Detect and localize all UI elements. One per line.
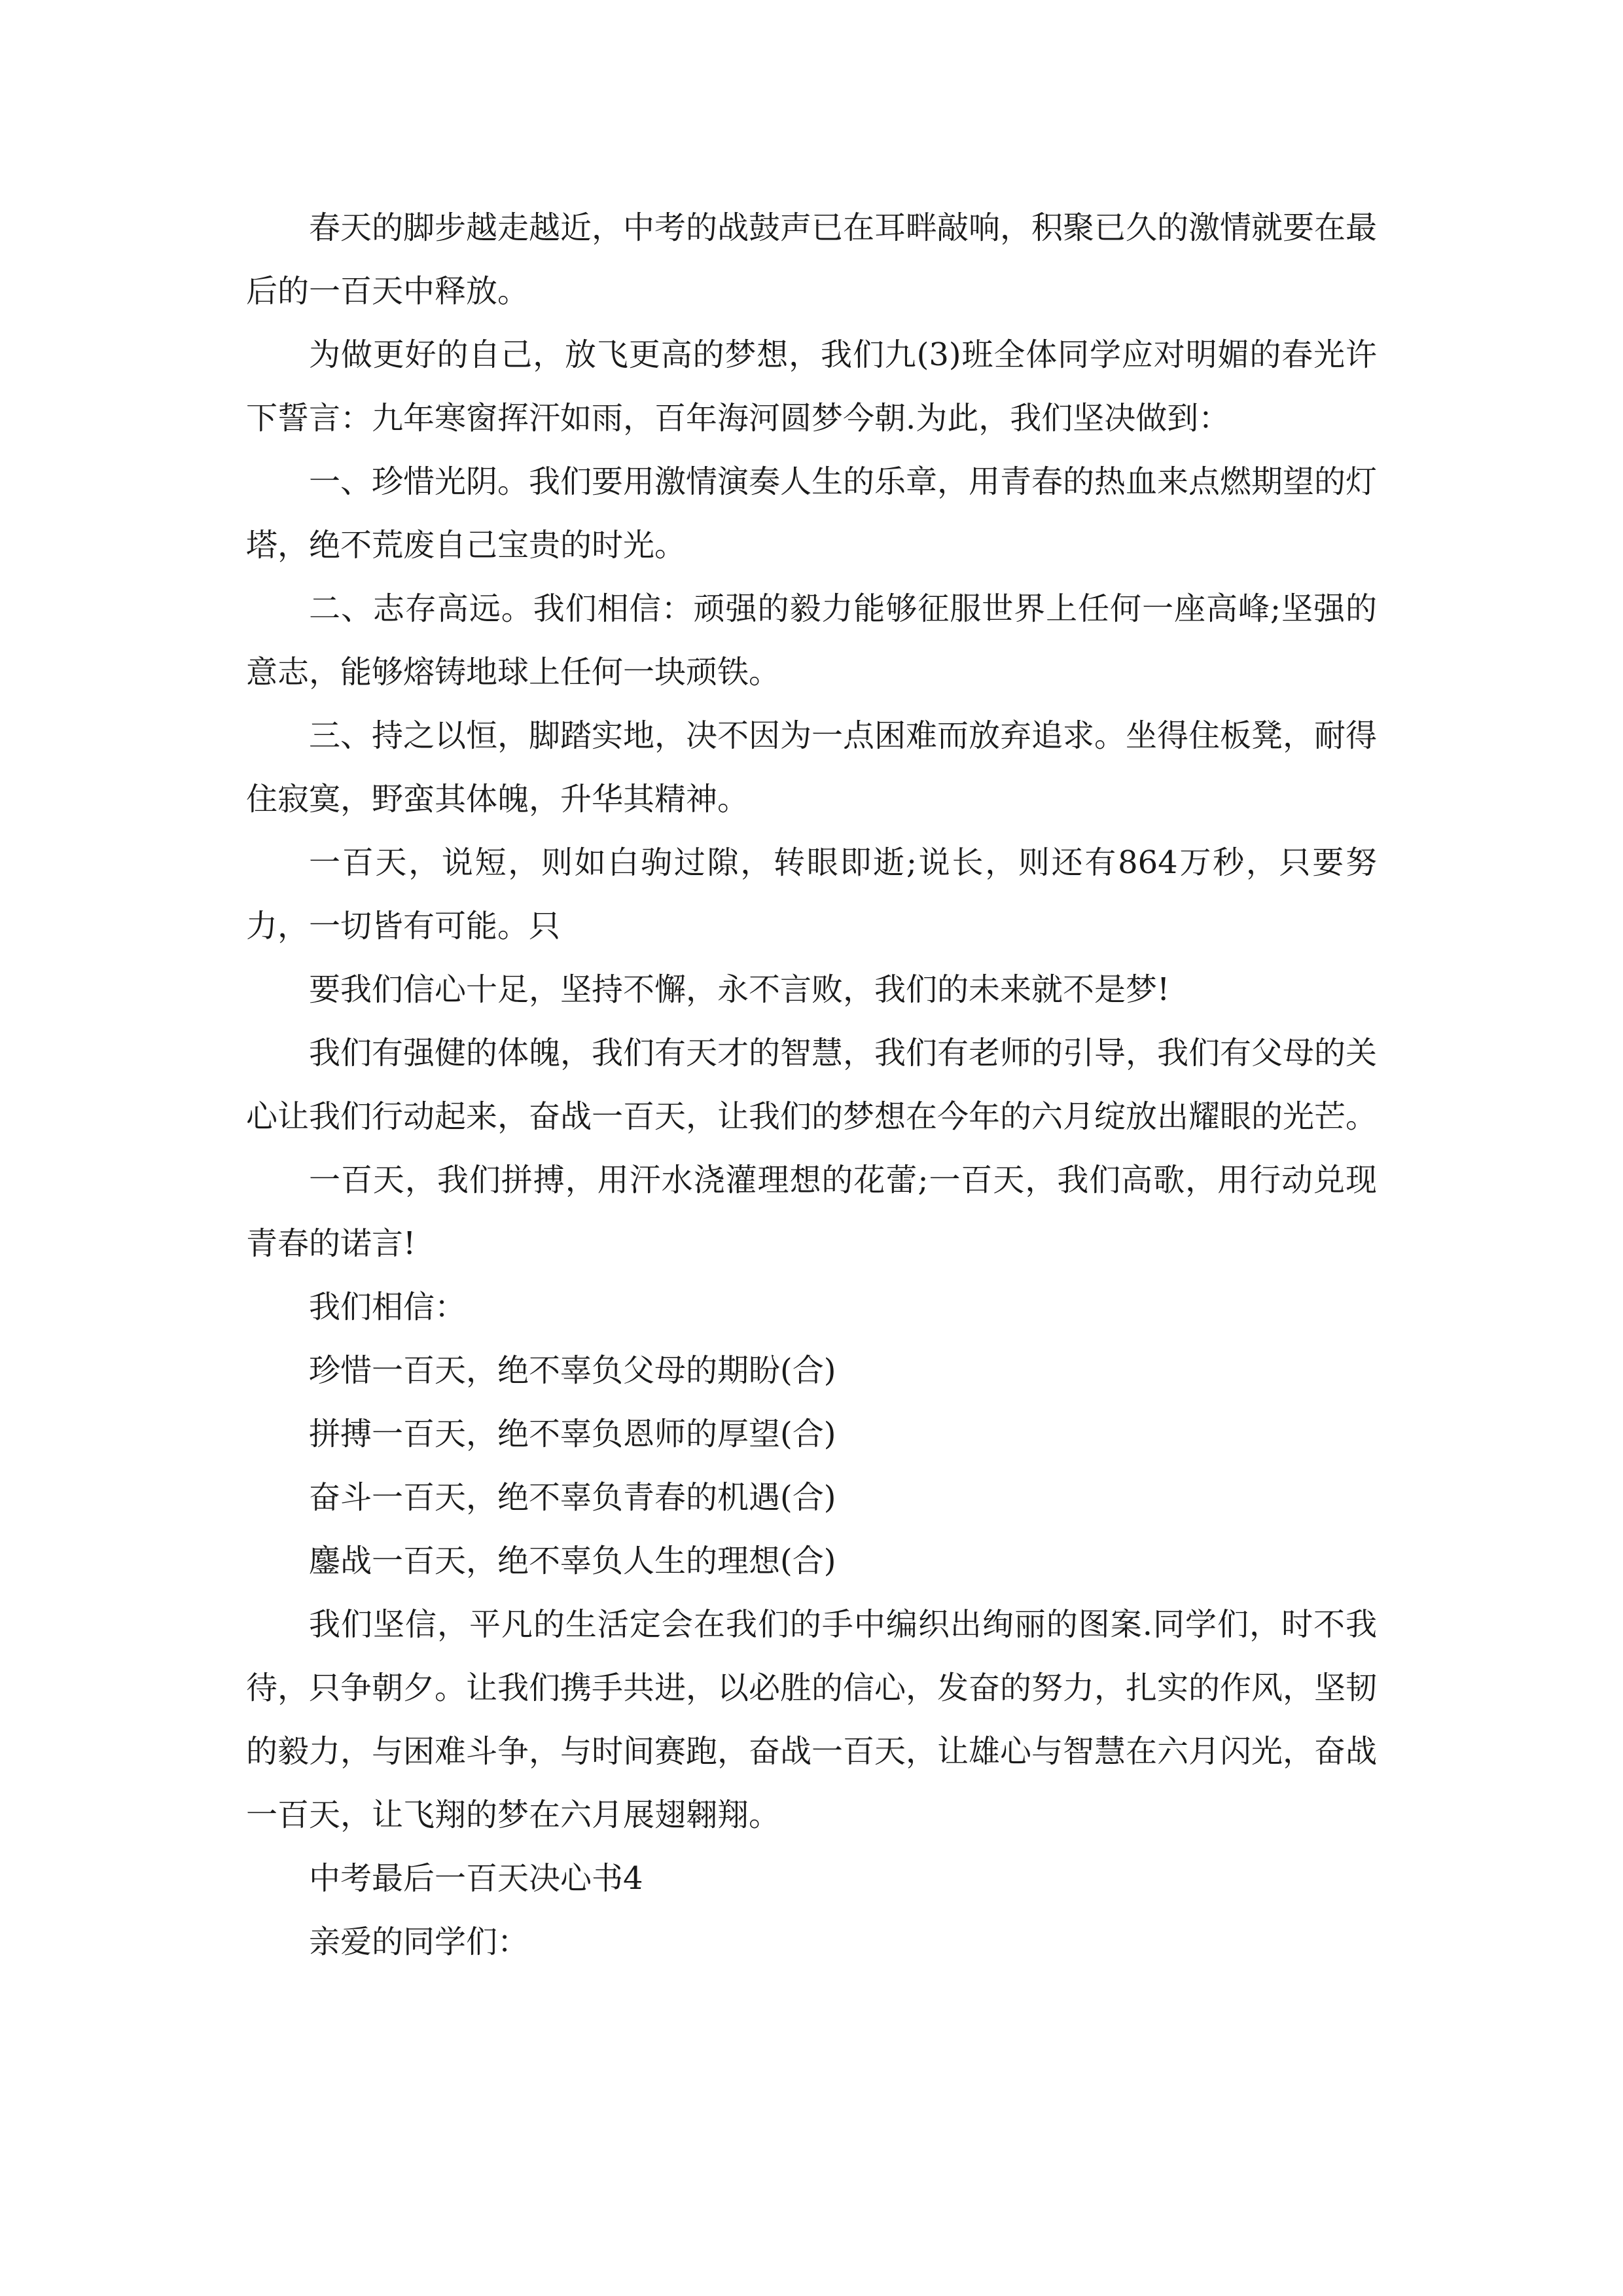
pledge-line-struggle: 拼搏一百天，绝不辜负恩师的厚望(合) <box>309 1416 836 1452</box>
pledge-line-cherish: 珍惜一百天，绝不辜负父母的期盼(合) <box>309 1352 836 1389</box>
paragraph-confidence: 要我们信心十足，坚持不懈，永不言败，我们的未来就不是梦! <box>309 971 1170 1008</box>
document-body <box>246 196 1377 1974</box>
pledge-line-strive: 奋斗一百天，绝不辜负青春的机遇(合) <box>309 1479 836 1516</box>
paragraph-point-two: 二、志存高远。我们相信：顽强的毅力能够征服世界上任何一座高峰;坚强的意志，能够熔铸地球上任何一块顽铁。 <box>246 590 1377 691</box>
paragraph-point-three: 三、持之以恒，脚踏实地，决不因为一点困难而放弃追求。坐得住板凳，耐得住寂寞，野蛮其体魄，升华其精神。 <box>246 717 1378 817</box>
paragraph-we-believe: 我们相信： <box>309 1289 467 1325</box>
pledge-line-fight: 鏖战一百天，绝不辜负人生的理想(合) <box>309 1543 836 1579</box>
paragraph-conclusion: 我们坚信，平凡的生活定会在我们的手中编织出绚丽的图案.同学们，时不我待，只争朝夕。让我们携手共进，以必胜的信心，发奋的努力，扎实的作风，坚韧的毅力，与困难斗争，与时间赛跑，奋战一百天，让雄心与智慧在六月闪光，奋战一百天，让飞翔的梦在六月展翅翱翔。 <box>246 1606 1378 1833</box>
paragraph-oath-intro: 为做更好的自己，放飞更高的梦想，我们九(3)班全体同学应对明媚的春光许下誓言：九年寒窗挥汗如雨，百年海河圆梦今朝.为此，我们坚决做到： <box>246 336 1377 437</box>
paragraph-we-have: 我们有强健的体魄，我们有天才的智慧，我们有老师的引导，我们有父母的关心让我们行动起来，奋战一百天，让我们的梦想在今年的六月绽放出耀眼的光芒。 <box>246 1035 1378 1135</box>
section-heading: 中考最后一百天决心书4 <box>309 1860 643 1897</box>
salutation: 亲爱的同学们： <box>309 1924 529 1960</box>
paragraph-point-one: 一、珍惜光阴。我们要用激情演奏人生的乐章，用青春的热血来点燃期望的灯塔，绝不荒废自己宝贵的时光。 <box>246 463 1378 564</box>
paragraph-spring-intro: 春天的脚步越走越近，中考的战鼓声已在耳畔敲响，积聚已久的激情就要在最后的一百天中释放。 <box>246 209 1378 310</box>
paragraph-hundred-days: 一百天，说短，则如白驹过隙，转眼即逝;说长，则还有864万秒，只要努力，一切皆有可能。只 <box>246 844 1377 944</box>
paragraph-strive: 一百天，我们拼搏，用汗水浇灌理想的花蕾;一百天，我们高歌，用行动兑现青春的诺言! <box>246 1162 1377 1262</box>
